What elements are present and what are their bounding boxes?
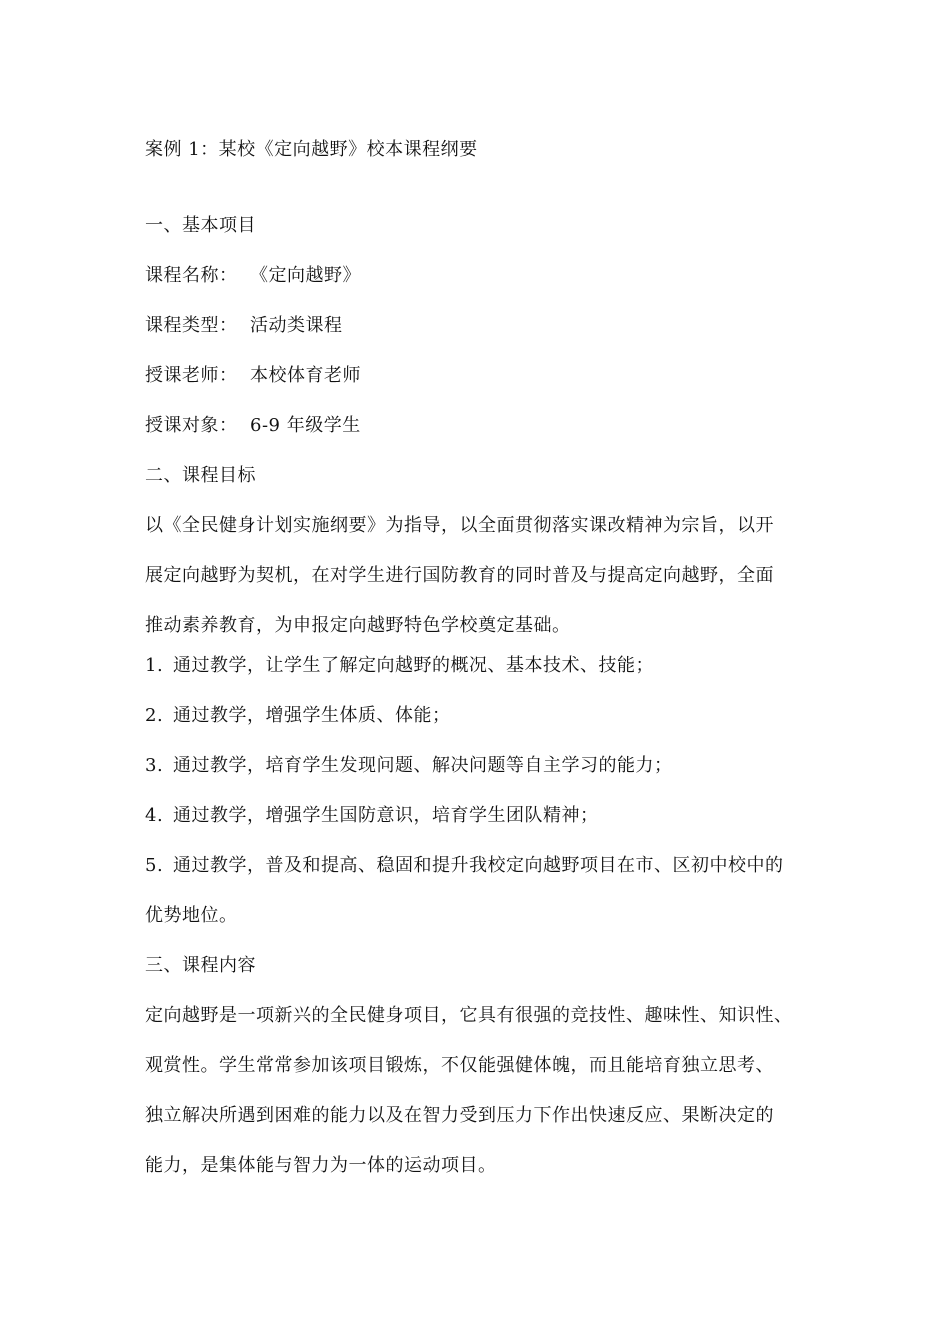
goal-text: 通过教学，培育学生发现问题、解决问题等自主学习的能力； (173, 755, 673, 776)
paragraph-line: 展定向越野为契机，在对学生进行国防教育的同时普及与提高定向越野，全面 (145, 565, 774, 586)
field-label: 课程类型： (145, 315, 238, 336)
goal-number: 5. (145, 855, 164, 876)
document-page (145, 135, 810, 1201)
field-label: 课程名称： (145, 265, 238, 286)
section-heading-goals: 二、课程目标 (145, 465, 256, 486)
field-value: 《定向越野》 (250, 265, 361, 286)
paragraph-line: 能力，是集体能与智力为一体的运动项目。 (145, 1155, 497, 1176)
goal-item-continuation: 优势地位。 (145, 905, 238, 926)
section-heading-basic: 一、基本项目 (145, 215, 256, 236)
goal-number: 2. (145, 705, 164, 726)
field-audience (145, 411, 810, 441)
goal-text: 通过教学，增强学生体质、体能； (173, 705, 451, 726)
field-course-type (145, 311, 810, 341)
paragraph-line: 独立解决所遇到困难的能力以及在智力受到压力下作出快速反应、果断决定的 (145, 1105, 774, 1126)
goal-text: 通过教学，让学生了解定向越野的概况、基本技术、技能； (173, 655, 654, 676)
field-value: 本校体育老师 (250, 365, 361, 386)
goal-number: 3. (145, 755, 164, 776)
field-course-name (145, 261, 810, 291)
paragraph-line: 推动素养教育，为申报定向越野特色学校奠定基础。 (145, 615, 571, 636)
goal-text: 通过教学，普及和提高、稳固和提升我校定向越野项目在市、区初中校中的 (173, 855, 784, 876)
paragraph-line: 以《全民健身计划实施纲要》为指导，以全面贯彻落实课改精神为宗旨，以开 (145, 515, 774, 536)
paragraph-line: 观赏性。学生常常参加该项目锻炼，不仅能强健体魄，而且能培育独立思考、 (145, 1055, 774, 1076)
section-heading-content: 三、课程内容 (145, 955, 256, 976)
document-title: 案例 1：某校《定向越野》校本课程纲要 (145, 139, 478, 160)
field-label: 授课对象： (145, 415, 238, 436)
field-value: 活动类课程 (250, 315, 343, 336)
field-value: 6-9 年级学生 (250, 415, 361, 436)
goal-item (145, 751, 810, 781)
goal-item (145, 701, 810, 731)
paragraph-line: 定向越野是一项新兴的全民健身项目，它具有很强的竞技性、趣味性、知识性、 (145, 1005, 793, 1026)
field-label: 授课老师： (145, 365, 238, 386)
goal-item (145, 801, 810, 831)
goal-item (145, 651, 810, 681)
goal-text: 通过教学，增强学生国防意识，培育学生团队精神； (173, 805, 599, 826)
goal-number: 4. (145, 805, 164, 826)
content-paragraph (145, 1001, 810, 1181)
goal-number: 1. (145, 655, 164, 676)
goal-item (145, 851, 810, 881)
field-teacher (145, 361, 810, 391)
goals-intro-paragraph (145, 511, 810, 641)
